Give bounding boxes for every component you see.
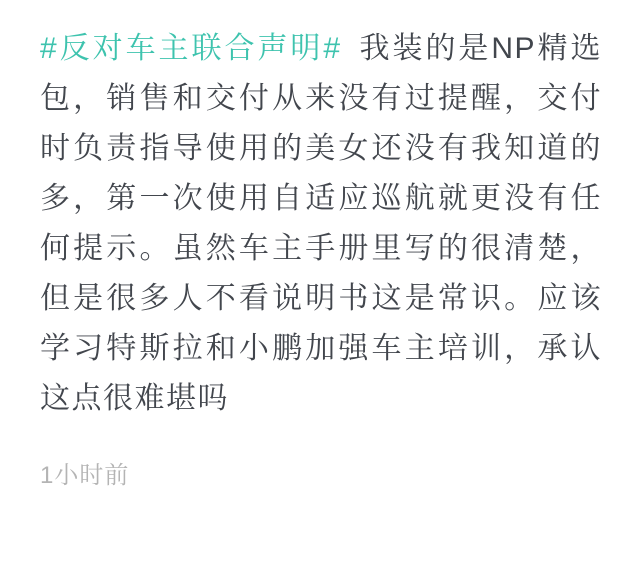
post-timestamp: 1小时前 <box>40 462 130 489</box>
post-text <box>40 24 602 424</box>
hashtag-link[interactable]: #反对车主联合声明# <box>40 32 342 65</box>
post-body-text: 我装的是NP精选包，销售和交付从来没有过提醒，交付时负责指导使用的美女还没有我知道的多，第一次使用自适应巡航就更没有任何提示。虽然车主手册里写的很清楚，但是很多人不看说明书这是常识。应该学习特斯拉和小鹏加强车主培训，承认这点很难堪吗 <box>40 32 602 415</box>
